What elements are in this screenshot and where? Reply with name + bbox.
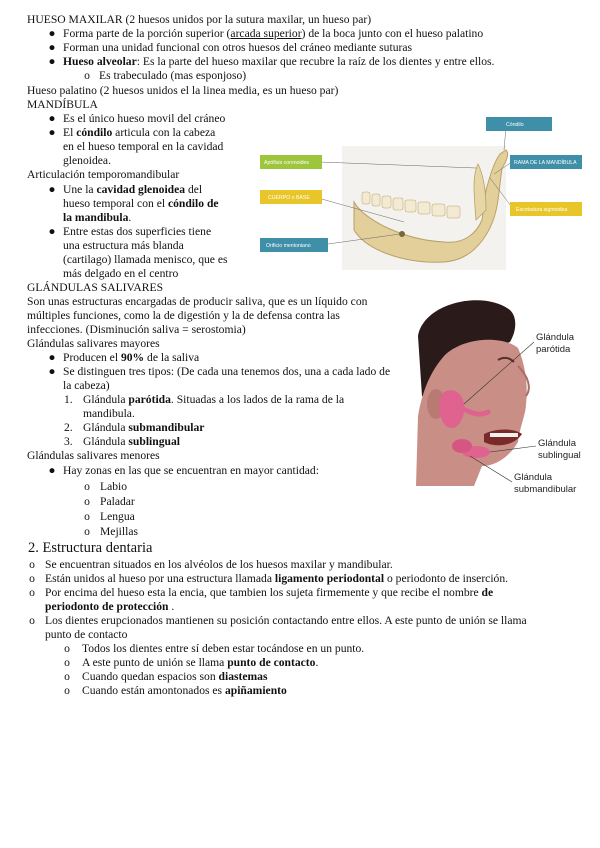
label-cuerpo-base: CUERPO o BASE [268,195,310,201]
zona-mejillas: Mejillas [100,525,138,538]
bullet-circle: o [29,572,35,585]
gland-parotida-line-2: mandibula. [83,407,135,420]
gland-sublingual: Glándula sublingual [83,435,180,448]
heading-estructura-dentaria: 2. Estructura dentaria [28,540,153,556]
bullet-disc: ● [48,351,56,364]
number-2: 2. [64,421,73,434]
bullet-disc: ● [48,365,56,378]
submandibular-label-area [510,470,600,500]
zona-labio: Labio [100,480,128,493]
glandulas-paragraph-line-1: Son unas estructuras encargadas de producir saliva, que es un líquido con [27,295,368,308]
mandible-illustration [254,110,586,270]
mayores-bullet-2-line-2: la cabeza) [63,379,110,392]
bullet-disc: ● [48,41,56,54]
bullet-disc: ● [48,464,56,477]
submandibular-gland [452,439,472,453]
contacto-sub-1: Todos los dientes entre sí deben estar tocándose en un punto. [82,642,365,655]
heading-articulacion: Articulación temporomandibular [27,168,180,181]
bullet-circle: o [84,510,90,523]
heading-glandulas: GLÁNDULAS SALIVARES [27,281,164,294]
number-3: 3. [64,435,73,448]
mayores-bullet-1: Producen el 90% de la saliva [63,351,200,364]
bullet-circle: o [29,558,35,571]
bullet-circle: o [29,586,35,599]
heading-mandibula: MANDÍBULA [27,98,98,111]
mandibula-bullet-2-line-2: en el hueso temporal en la cavidad [63,140,224,153]
label-rama-mandibula: RAMA DE LA MANDÍBULA [514,160,577,166]
salivary-glands-illustration [414,296,594,486]
maxilar-bullet-1: Forma parte de la porción superior (arcada superior) de la boca junto con el hueso palatino [63,27,484,40]
mandibula-bullet-2-line-3: glenoidea. [63,154,111,167]
contacto-sub-3: Cuando quedan espacios son diastemas [82,670,268,683]
heading-menores: Glándulas salivares menores [27,449,160,462]
label-glandula-2: Glándula [538,438,577,449]
bullet-circle: o [64,684,70,697]
bullet-circle: o [84,69,90,82]
mandibula-bullet-1: Es el único hueso movil del cráneo [63,112,226,125]
label-condilo: Cóndilo [506,122,524,128]
zona-lengua: Lengua [100,510,135,523]
bullet-disc: ● [48,183,56,196]
estructura-item-3-line-2: periodonto de protección . [45,600,175,613]
zona-paladar: Paladar [100,495,135,508]
label-escotadura-sigmoidea: Escotadura sigmoidea [516,207,568,213]
glandulas-paragraph-line-2: múltiples funciones, como la de digestión y la de defensa contra las [27,309,340,322]
gland-submandibular: Glándula submandibular [83,421,205,434]
bullet-circle: o [64,642,70,655]
label-glandula-1: Glándula [536,332,575,343]
bullet-circle: o [64,670,70,683]
bullet-disc: ● [48,225,56,238]
articulacion-bullet-2-line-3: (cartilago) llamada menisco, que es [63,253,228,266]
heading-hueso-maxilar: HUESO MAXILAR (2 huesos unidos por la sutura maxilar, un hueso par) [27,13,372,26]
articulacion-bullet-1-line-3: la mandibula. [63,211,132,224]
hueso-palatino: Hueso palatino (2 huesos unidos el la linea media, es un hueso par) [27,84,339,97]
maxilar-bullet-3: Hueso alveolar: Es la parte del hueso maxilar que recubre la raíz de los dientes y entre ellos. [63,55,495,68]
maxilar-sub-1: Es trabeculado (mas esponjoso) [99,69,247,82]
contacto-sub-4: Cuando están amontonados es apiñamiento [82,684,287,697]
number-1: 1. [64,393,73,406]
teeth [490,433,518,437]
estructura-item-1: Se encuentran situados en los alvéolos de los huesos maxilar y mandibular. [45,558,393,571]
heading-mayores: Glándulas salivares mayores [27,337,160,350]
articulacion-bullet-2-line-1: Entre estas dos superficies tiene [63,225,212,238]
bullet-circle: o [84,495,90,508]
maxilar-bullet-2: Forman una unidad funcional con otros huesos del cráneo mediante suturas [63,41,413,54]
estructura-item-4-line-1: Los dientes erupcionados mantienen su posición contactando entre ellos. A este punto de unión se llama [45,614,527,627]
bullet-circle: o [64,656,70,669]
articulacion-bullet-1-line-1: Une la cavidad glenoidea del [63,183,203,196]
bullet-disc: ● [48,55,56,68]
mandibula-bullet-2-line-1: El cóndilo articula con la cabeza [63,126,216,139]
gland-parotida-line-1: Glándula parótida. Situadas a los lados de la rama de la [83,393,345,406]
glandulas-paragraph-line-3: infecciones. (Disminución saliva = serostomia) [27,323,246,336]
contacto-sub-2: A este punto de unión se llama punto de contacto. [82,656,319,669]
bullet-disc: ● [48,126,56,139]
label-parotida: parótida [536,344,571,355]
bullet-circle: o [84,480,90,493]
menores-bullet-1: Hay zonas en las que se encuentran en mayor cantidad: [63,464,319,477]
articulacion-bullet-2-line-2: una estructura más blanda [63,239,184,252]
label-sublingual: sublingual [538,450,581,461]
bullet-circle: o [29,614,35,627]
estructura-item-3-line-1: Por encima del hueso esta la encia, que tambien los sujeta firmemente y que recibe el nombre de [45,586,494,599]
label-apofisis-coronoides: Apófisis coronoides [264,160,309,166]
label-submandibular: submandibular [514,484,577,495]
bullet-disc: ● [48,27,56,40]
estructura-item-2: Están unidos al hueso por una estructura llamada ligamento periodontal o periodonto de inserción. [45,572,509,585]
label-orificio-mentoniano: Orificio mentoniano [266,243,311,249]
articulacion-bullet-1-line-2: hueso temporal con el cóndilo de [63,197,219,210]
label-glandula-3: Glándula [514,472,553,483]
mayores-bullet-2-line-1: Se distinguen tres tipos: (De cada una tenemos dos, una a cada lado de [63,365,391,378]
bullet-disc: ● [48,112,56,125]
articulacion-bullet-2-line-4: más delgado en el centro [63,267,179,280]
bullet-circle: o [84,525,90,538]
estructura-item-4-line-2: punto de contacto [45,628,128,641]
